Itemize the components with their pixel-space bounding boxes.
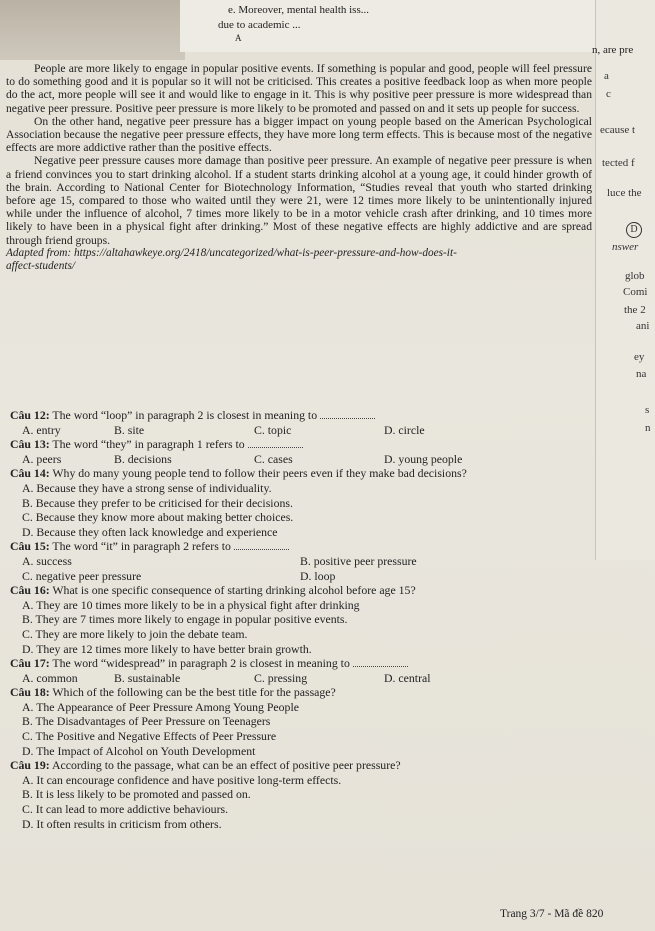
page-shadow [0, 0, 185, 60]
options-row [10, 452, 580, 467]
answer-blank [320, 409, 375, 419]
option-c[interactable]: C. negative peer pressure [22, 568, 142, 583]
side-fragment: ecause t [600, 124, 636, 136]
option-a[interactable]: A. peers [22, 451, 62, 466]
option-c[interactable]: C. The Positive and Negative Effects of Peer Pressure [22, 729, 277, 744]
side-fragment: D [626, 222, 642, 238]
option-a[interactable]: A. Because they have a strong sense of individuality. [22, 480, 272, 495]
option-b[interactable]: B. Because they prefer to be criticised for their decisions. [22, 495, 293, 510]
option-b[interactable]: B. site [114, 422, 145, 437]
options-row [10, 671, 580, 686]
option-b[interactable]: B. sustainable [114, 670, 181, 685]
question-number: Câu 15: [10, 539, 50, 554]
question-14 [10, 466, 580, 539]
option-c[interactable]: C. pressing [254, 670, 308, 685]
side-fragment: ey [634, 351, 645, 363]
option-a[interactable]: A. common [22, 670, 78, 685]
side-fragment: s [645, 404, 650, 416]
option-b[interactable]: B. It is less likely to be promoted and passed on. [22, 787, 251, 802]
option-c[interactable]: C. Because they know more about making better choices. [22, 510, 294, 525]
option-b[interactable]: B. They are 7 times more likely to engage in popular positive events. [22, 612, 348, 627]
question-13 [10, 437, 580, 466]
question-text: The word “widespread” in paragraph 2 is closest in meaning to [52, 656, 350, 671]
question-16 [10, 583, 580, 656]
question-text: The word “they” in paragraph 1 refers to [52, 437, 245, 452]
option-d[interactable]: D. The Impact of Alcohol on Youth Development [22, 743, 256, 758]
option-d[interactable]: D. It often results in criticism from others. [22, 816, 222, 831]
question-12 [10, 408, 580, 437]
option-c[interactable]: C. They are more likely to join the debate team. [22, 626, 248, 641]
side-fragment: glob [625, 270, 645, 282]
question-text: Which of the following can be the best title for the passage? [52, 685, 336, 700]
option-a[interactable]: A. entry [22, 422, 61, 437]
side-fragment: ani [636, 320, 650, 332]
answer-blank [234, 540, 289, 550]
options-row [10, 423, 580, 438]
option-a[interactable]: A. The Appearance of Peer Pressure Among Young People [22, 699, 299, 714]
header-line-1: e. Moreover, mental health iss... [228, 4, 369, 16]
side-fragment: tected f [602, 157, 635, 169]
question-17 [10, 656, 580, 685]
answer-blank [353, 657, 408, 667]
paragraph-2: On the other hand, negative peer pressure has a bigger impact on young people based on the American Psychological Association because the negative peer pressure effects, they have more long term effects. This is because most of the negative effects are more addictive rather than the positive effects. [6, 114, 592, 155]
side-fragment: na [636, 368, 647, 380]
question-number: Câu 19: [10, 758, 50, 773]
reading-passage [6, 62, 592, 273]
side-fragment: Comi [623, 286, 648, 298]
option-a[interactable]: A. success [22, 553, 72, 568]
question-19 [10, 758, 580, 831]
option-d[interactable]: D. circle [384, 422, 425, 437]
question-15 [10, 539, 580, 583]
option-c[interactable]: C. It can lead to more addictive behaviours. [22, 802, 229, 817]
option-c[interactable]: C. topic [254, 422, 292, 437]
side-fragment: nswer [612, 241, 639, 253]
question-text: According to the passage, what can be an effect of positive peer pressure? [51, 758, 401, 773]
question-number: Câu 12: [10, 408, 50, 422]
side-fragment: c [606, 88, 611, 100]
option-d[interactable]: D. They are 12 times more likely to have better brain growth. [22, 641, 312, 656]
question-number: Câu 14: [10, 466, 50, 481]
answer-blank [248, 438, 303, 448]
option-d[interactable]: D. central [384, 670, 431, 685]
question-text: The word “it” in paragraph 2 refers to [52, 539, 231, 554]
question-18 [10, 685, 580, 758]
side-fragment: luce the [607, 187, 642, 199]
option-b[interactable]: B. The Disadvantages of Peer Pressure on Teenagers [22, 714, 271, 729]
header-line-2: due to academic ... [218, 19, 301, 31]
header-line-3: A [235, 33, 242, 43]
side-fragment: n [645, 422, 651, 434]
options-row [10, 569, 580, 584]
question-number: Câu 17: [10, 656, 50, 671]
side-fragment: a [604, 70, 609, 82]
question-number: Câu 16: [10, 583, 50, 598]
question-number: Câu 18: [10, 685, 50, 700]
question-number: Câu 13: [10, 437, 50, 452]
option-d[interactable]: D. loop [300, 568, 336, 583]
option-a[interactable]: A. It can encourage confidence and have positive long-term effects. [22, 772, 342, 787]
side-fragment: the 2 [624, 304, 646, 316]
option-c[interactable]: C. cases [254, 451, 293, 466]
question-text: Why do many young people tend to follow their peers even if they make bad decisions? [52, 466, 467, 481]
question-text: What is one specific consequence of starting drinking alcohol before age 15? [52, 583, 416, 598]
header-right: n, are pre [592, 44, 634, 56]
option-d[interactable]: D. Because they often lack knowledge and experience [22, 524, 278, 539]
source-line-2: affect-students/ [6, 260, 76, 273]
source-line-1: Adapted from: https://altahawkeye.org/2418/uncategorized/what-is-peer-pressure-and-how-does-it- [6, 246, 457, 259]
page-footer: Trang 3/7 - Mã đề 820 [500, 908, 604, 920]
question-text: The word “loop” in paragraph 2 is closest in meaning to [52, 408, 318, 422]
option-d[interactable]: D. young people [384, 451, 463, 466]
option-a[interactable]: A. They are 10 times more likely to be in a physical fight after drinking [22, 597, 360, 612]
paragraph-1: People are more likely to engage in popular positive events. If something is popular and good, people will feel pressure to do something good and it is popular so it will not be criticised. This creates a positive feedback loop as when more people do the act, more people will see it and would like to engage in it. This is why positive peer pressure is more widespread than negative peer pressure. Positive peer pressure is more likely to be promoted and passed on and it sets up people for success. [6, 62, 592, 115]
option-b[interactable]: B. positive peer pressure [300, 553, 417, 568]
paragraph-3: Negative peer pressure causes more damage than positive peer pressure. An example of negative peer pressure is when a friend convinces you to start drinking alcohol. If a student starts drinking alcohol at a young age, it could hinder growth of the brain. According to National Center for Biotechnology Information, “Studies reveal that youth who started drinking before age 15, compared to those who waited until they were 21, were 12 times more likely to be unintentionally injured while under the influence of alcohol, 7 times more likely to be in a motor vehicle crash after drinking, and 10 times more likely to have been in a physical fight after drinking.” Most of these negative effects are highly addictive and are spread through friend groups. [6, 154, 592, 247]
options-row [10, 554, 580, 569]
option-b[interactable]: B. decisions [114, 451, 172, 466]
question-list [10, 408, 580, 831]
